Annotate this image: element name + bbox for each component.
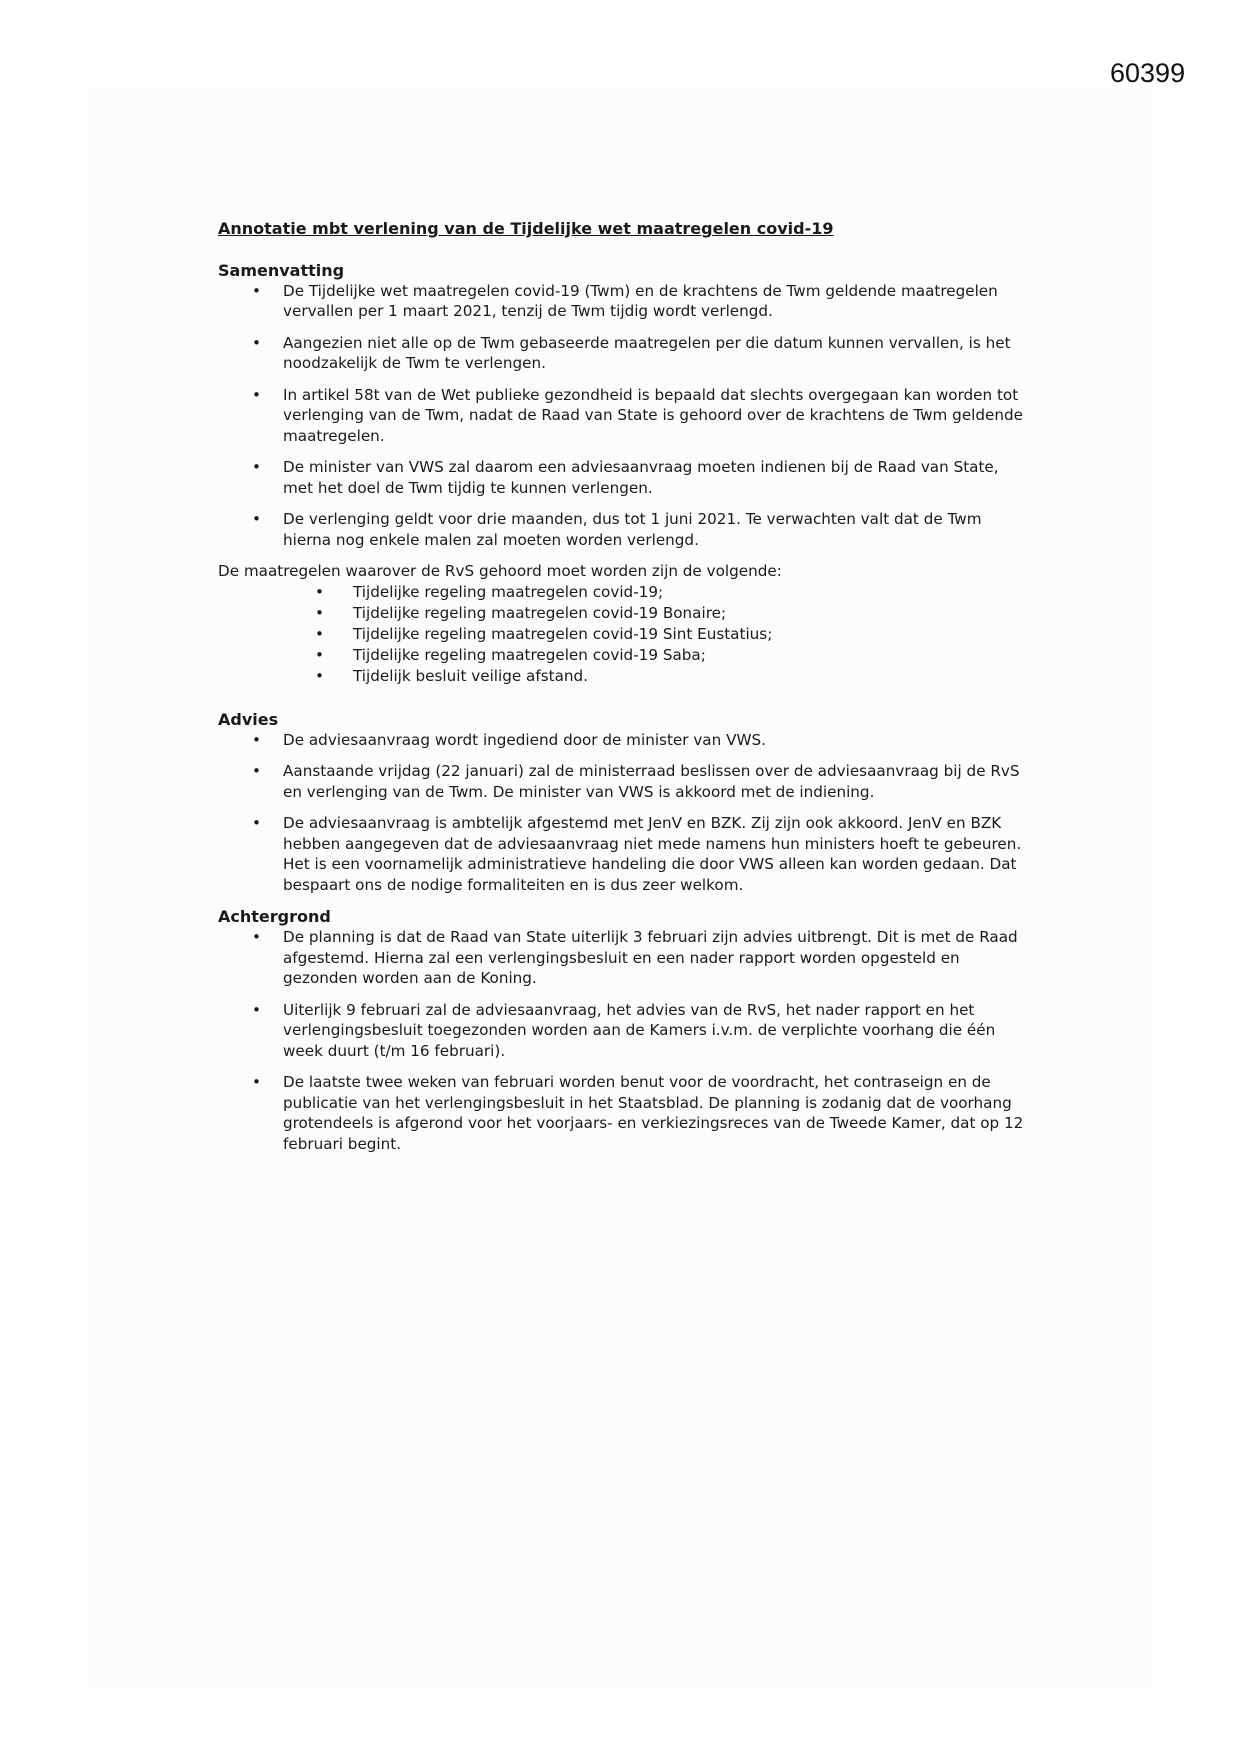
list-item: • De minister van VWS zal daarom een adviesaanvraag moeten indienen bij de Raad van State, met het doel de Twm tijdig te kunnen verlengen. bbox=[218, 457, 1028, 498]
maatregelen-list bbox=[218, 582, 1028, 687]
list-item: • In artikel 58t van de Wet publieke gezondheid is bepaald dat slechts overgegaan kan worden tot verlenging van de Twm, nadat de Raad van State is gehoord over de krachtens de Twm geldende maatregelen. bbox=[218, 385, 1028, 447]
list-item: • De Tijdelijke wet maatregelen covid-19 (Twm) en de krachtens de Twm geldende maatregelen vervallen per 1 maart 2021, tenzij de Twm tijdig wordt verlengd. bbox=[218, 281, 1028, 322]
list-item: • Tijdelijke regeling maatregelen covid-19; bbox=[218, 582, 1028, 603]
list-item: • Tijdelijk besluit veilige afstand. bbox=[218, 666, 1028, 687]
document-number: 60399 bbox=[1110, 58, 1186, 88]
list-item: • De adviesaanvraag is ambtelijk afgestemd met JenV en BZK. Zij zijn ook akkoord. JenV en BZK hebben aangegeven dat de adviesaanvraag niet mede namens hun ministers hoeft te gebeuren. Het is een voornamelijk administratieve handeling die door VWS alleen kan worden gedaan. Dat bespaart ons de nodige formaliteiten en is dus zeer welkom. bbox=[218, 813, 1028, 895]
list-item: • Aanstaande vrijdag (22 januari) zal de ministerraad beslissen over de adviesaanvraag bij de RvS en verlenging van de Twm. De minister van VWS is akkoord met de indiening. bbox=[218, 761, 1028, 802]
heading-achtergrond: Achtergrond bbox=[218, 907, 331, 926]
list-item: • Uiterlijk 9 februari zal de adviesaanvraag, het advies van de RvS, het nader rapport en het verlengingsbesluit toegezonden worden aan de Kamers i.v.m. de verplichte voorhang die één week duurt (t/m 16 februari). bbox=[218, 1000, 1028, 1062]
heading-advies: Advies bbox=[218, 709, 279, 729]
advies-list bbox=[218, 730, 1028, 896]
heading-samenvatting: Samenvatting bbox=[218, 260, 345, 280]
list-item: • De verlenging geldt voor drie maanden, dus tot 1 juni 2021. Te verwachten valt dat de Twm hierna nog enkele malen zal moeten worden verlengd. bbox=[218, 509, 1028, 550]
list-item: • Tijdelijke regeling maatregelen covid-19 Saba; bbox=[218, 645, 1028, 666]
document-title: Annotatie mbt verlening van de Tijdelijke wet maatregelen covid-19 bbox=[218, 219, 834, 238]
samenvatting-list bbox=[218, 281, 1028, 551]
list-item: • De laatste twee weken van februari worden benut voor de voordracht, het contraseign en de publicatie van het verlengingsbesluit in het Staatsblad. De planning is zodanig dat de voorhang grotendeels is afgerond voor het voorjaars- en verkiezingsreces van de Tweede Kamer, dat op 12 februari begint. bbox=[218, 1072, 1028, 1154]
list-item: • Tijdelijke regeling maatregelen covid-19 Sint Eustatius; bbox=[218, 624, 1028, 645]
list-item: • De planning is dat de Raad van State uiterlijk 3 februari zijn advies uitbrengt. Dit is met de Raad afgestemd. Hierna zal een verlengingsbesluit en een nader rapport worden opgesteld en gezonden worden aan de Koning. bbox=[218, 927, 1028, 989]
list-item: • De adviesaanvraag wordt ingediend door de minister van VWS. bbox=[218, 730, 1028, 751]
list-item: • Tijdelijke regeling maatregelen covid-19 Bonaire; bbox=[218, 603, 1028, 624]
list-item: • Aangezien niet alle op de Twm gebaseerde maatregelen per die datum kunnen vervallen, is het noodzakelijk de Twm te verlengen. bbox=[218, 333, 1028, 374]
achtergrond-list bbox=[218, 927, 1028, 1154]
spacer bbox=[218, 687, 1028, 709]
document-body bbox=[218, 219, 1028, 1165]
maatregelen-intro: De maatregelen waarover de RvS gehoord moet worden zijn de volgende: bbox=[218, 562, 782, 580]
